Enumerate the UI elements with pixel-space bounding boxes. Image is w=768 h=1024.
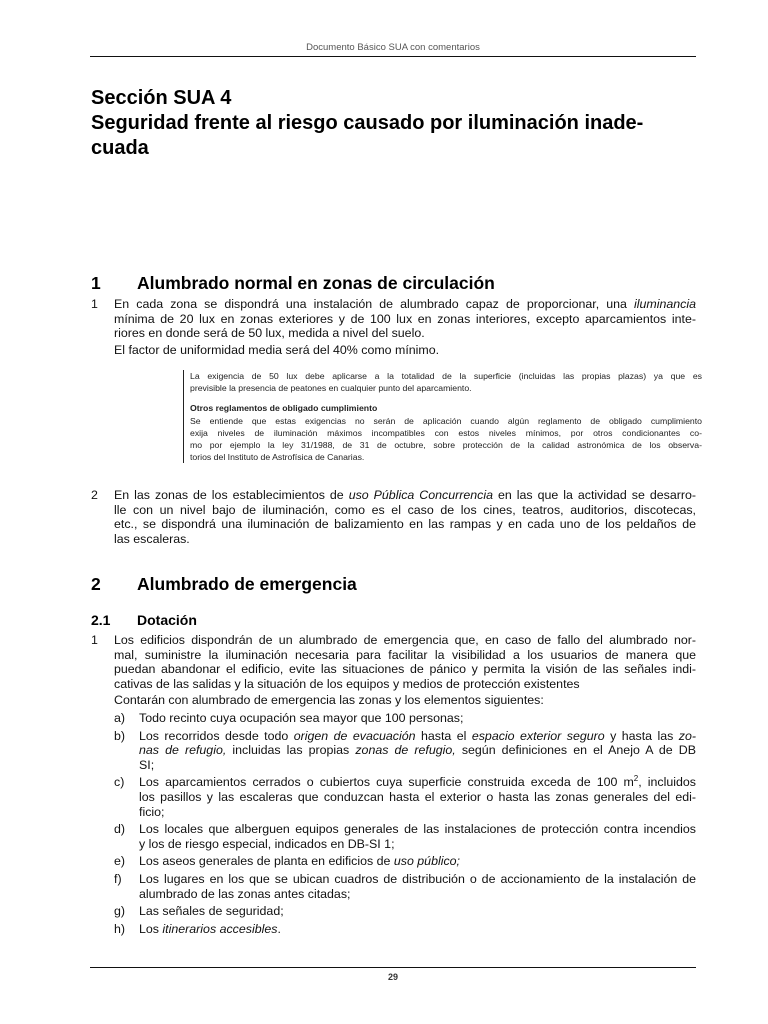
comment-line: Se entiende que estas exigencias no serán de aplicación cuando algún reglamento de obligado cumplimiento: [190, 415, 702, 426]
text-line: etc., se dispondrá una iluminación de balizamiento en las rampas y en cada uno de los peldaños de: [114, 517, 696, 532]
list-item: [114, 729, 696, 773]
text-line: cativas de las salidas y la situación de los equipos y medios de protección existentes: [114, 676, 580, 691]
list-item: [114, 922, 696, 937]
list-item: [114, 904, 696, 919]
heading-number: 2: [91, 574, 101, 594]
text-line: Los edificios dispondrán de un alumbrado de emergencia que, en caso de fallo del alumbrado nor-: [114, 633, 696, 647]
comment-line: torios del Instituto de Astrofísica de Canarias.: [190, 452, 365, 463]
text-line: Los aparcamientos cerrados o cubiertos cuya superficie construida exceda de 100 $m^2$, incluidos: [139, 774, 697, 790]
list-item-label: d): [114, 822, 126, 837]
text-line: mínima de 20 lux en zonas exteriores y de 100 lux en zonas interiores, excepto aparcamientos inte-: [114, 311, 696, 326]
text-line: lle con un nivel bajo de iluminación, como es el caso de los cines, teatros, auditorios, discotecas,: [114, 502, 696, 517]
text-line: riores en donde será de 50 lux, medida a nivel del suelo.: [114, 326, 425, 341]
comment-line: mo por ejemplo la ley 31/1988, de 31 de octubre, sobre protección de la calidad astronómica de los observa-: [190, 440, 702, 451]
text-line: El factor de uniformidad media será del 40% como mínimo.: [114, 342, 440, 357]
paragraph-number: 2: [91, 488, 98, 502]
section-title-line: Sección SUA 4: [91, 87, 232, 109]
footer-divider: [90, 967, 696, 968]
emergency-lighting-list: [114, 711, 696, 939]
list-item-label: a): [114, 711, 126, 725]
commentary-box: [183, 370, 702, 463]
text-line: Todo recinto cuya ocupación sea mayor que 100 personas;: [139, 711, 464, 725]
heading-text: Alumbrado normal en zonas de circulación: [137, 273, 495, 293]
text-line: Los lugares en los que se ubican cuadros de distribución o de accionamiento de la instalación de: [139, 871, 696, 886]
section-title-line: cuada: [91, 137, 149, 159]
paragraph-number: 1: [91, 633, 98, 647]
text-line: Contarán con alumbrado de emergencia las zonas y los elementos siguientes:: [114, 693, 544, 708]
text-line: y los de riesgo especial, indicados en DB-SI 1;: [139, 836, 395, 851]
list-item: [114, 854, 696, 869]
text-line: las escaleras.: [114, 531, 190, 546]
list-item: [114, 711, 696, 726]
comment-line: previsible la presencia de peatones en cualquier punto del aparcamiento.: [190, 383, 472, 394]
text-line: Los aseos generales de planta en edificios de uso público;: [139, 854, 461, 869]
text-line: puedan abandonar el edificio, evite las situaciones de pánico y permita la visión de las señales indi-: [114, 662, 696, 677]
running-header: Documento Básico SUA con comentarios: [306, 42, 480, 53]
list-item-label: g): [114, 904, 126, 919]
list-item-label: b): [114, 728, 126, 743]
list-item-label: c): [114, 775, 125, 790]
header-divider: [90, 56, 696, 57]
text-line: SI;: [139, 757, 155, 772]
list-item: [114, 822, 696, 851]
text-line: Los locales que alberguen equipos generales de las instalaciones de protección contra incendios: [139, 822, 696, 837]
text-line: Las señales de seguridad;: [139, 904, 284, 919]
list-item-label: e): [114, 854, 126, 869]
comment-line: exija niveles de iluminación máximos incompatibles con estos niveles mínimos, por otros condicionantes co-: [190, 427, 702, 438]
paragraph-1-1: [91, 297, 696, 357]
page-number: 29: [387, 972, 398, 982]
list-item-label: f): [114, 871, 122, 886]
list-item: [114, 775, 696, 819]
text-line: Los recorridos desde todo origen de evacuación hasta el espacio exterior seguro y hasta las zo-: [139, 728, 697, 743]
comment-line: La exigencia de 50 lux debe aplicarse a la totalidad de la superficie (incluidas las propias plazas) ya que es: [190, 371, 702, 381]
text-line: Los itinerarios accesibles.: [139, 921, 281, 936]
list-item-label: h): [114, 921, 126, 936]
section-title: [91, 86, 701, 161]
text-line: En cada zona se dispondrá una instalación de alumbrado capaz de proporcionar, una iluminancia: [114, 297, 696, 311]
paragraph-number: 1: [91, 297, 98, 311]
text-line: nas de refugio, incluidas las propias zonas de refugio, según definiciones en el Anejo A de DB: [139, 743, 697, 758]
section-title-line: Seguridad frente al riesgo causado por iluminación inade-: [91, 112, 644, 134]
paragraph-1-2: [91, 488, 696, 546]
text-line: ficio;: [139, 804, 165, 819]
heading-text: Alumbrado de emergencia: [137, 574, 357, 594]
subheading-text: Dotación: [137, 612, 197, 628]
heading-number: 1: [91, 273, 101, 293]
text-line: mal, suministre la iluminación necesaria para facilitar la visibilidad a los usuarios de manera que: [114, 647, 696, 662]
paragraph-2-1-1: [91, 633, 696, 708]
list-item: [114, 872, 696, 901]
text-line: alumbrado de las zonas antes citadas;: [139, 886, 351, 901]
text-line: En las zonas de los establecimientos de uso Pública Concurrencia en las que la actividad se desarro-: [114, 488, 696, 502]
subheading-number: 2.1: [91, 612, 111, 628]
comment-heading: Otros reglamentos de obligado cumplimiento: [190, 403, 378, 414]
text-line: los pasillos y las escaleras que conduzcan hasta el exterior o hasta las zonas generales del edi-: [139, 789, 696, 804]
